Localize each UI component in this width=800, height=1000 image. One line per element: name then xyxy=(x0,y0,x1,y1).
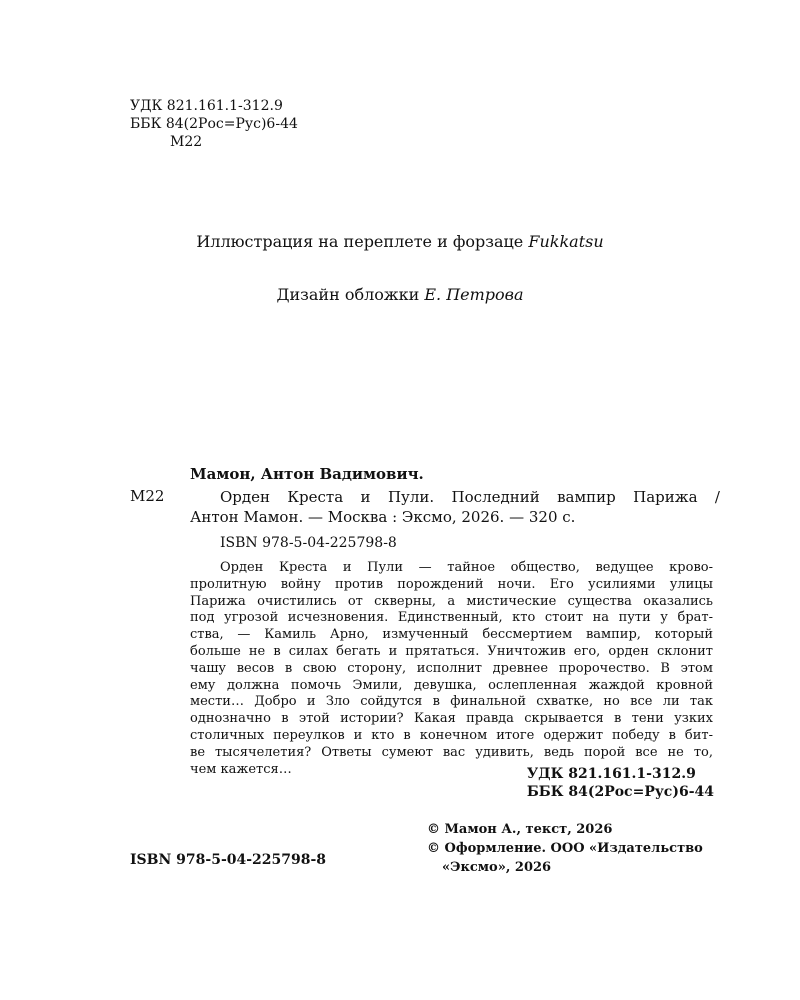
classification-block-bottom xyxy=(527,765,714,801)
annotation-line: чашу весов в свою сторону, исполнит древнее пророчество. В этом xyxy=(190,660,713,676)
bbk-code: ББК 84(2Рос=Рус)6-44 xyxy=(526,784,714,800)
cover-design-credit xyxy=(0,285,800,304)
annotation-line: под угрозой исчезновения. Единственный, кто стоит на пути у брат- xyxy=(190,610,713,626)
catalog-title-block xyxy=(190,487,720,527)
catalog-isbn: ISBN 978-5-04-225798-8 xyxy=(220,535,397,551)
catalog-author: Мамон, Антон Вадимович. xyxy=(190,465,424,483)
catalog-cutter-mark: М22 xyxy=(130,487,165,505)
annotation-paragraph xyxy=(190,560,713,778)
copyright-block xyxy=(427,820,703,877)
annotation-line: Орден Креста и Пули — тайное общество, ведущее крово- xyxy=(220,560,713,575)
annotation-line: ства, — Камиль Арно, измученный бессмертием вампир, который xyxy=(190,627,713,643)
copyright-line: © Мамон А., текст, 2026 xyxy=(427,822,613,837)
cover-design-label: Дизайн обложки xyxy=(276,285,420,304)
annotation-line: мести… Добро и Зло сойдутся в финальной схватке, но все ли так xyxy=(190,694,713,710)
bbk-code: ББК 84(2Рос=Рус)6-44 xyxy=(130,116,298,132)
catalog-title-line: Антон Мамон. — Москва : Эксмо, 2026. — 320 с. xyxy=(190,508,576,526)
annotation-line: больше не в силах бегать и прятаться. Уничтожив его, орден склонит xyxy=(190,643,713,659)
bottom-isbn: ISBN 978-5-04-225798-8 xyxy=(130,852,327,868)
annotation-line: однозначно в этой истории? Какая правда скрывается в тени узких xyxy=(190,711,713,727)
annotation-line: ему должна помочь Эмили, девушка, ослепленная жаждой кровной xyxy=(190,677,713,693)
annotation-line: чем кажется… xyxy=(190,761,292,777)
catalog-title-line: Орден Креста и Пули. Последний вампир Парижа / xyxy=(220,488,720,506)
copyright-line: © Оформление. ООО «Издательство xyxy=(427,841,703,856)
illustrator-name: Fukkatsu xyxy=(528,232,604,251)
annotation-line: ве тысячелетия? Ответы сумеют вас удивить, ведь порой все не то, xyxy=(190,744,713,760)
classification-block-top xyxy=(130,97,298,151)
copyright-line: «Эксмо», 2026 xyxy=(442,860,552,875)
udk-code: УДК 821.161.1-312.9 xyxy=(526,766,696,782)
annotation-line: столичных переулков и кто в конечном итоге одержит победу в бит- xyxy=(190,727,713,743)
cover-designer-name: Е. Петрова xyxy=(424,285,524,304)
illustration-credit xyxy=(0,232,800,251)
illustration-credit-label: Иллюстрация на переплете и форзаце xyxy=(196,232,524,251)
annotation-line: Парижа очистились от скверны, а мистические существа оказались xyxy=(190,593,713,609)
udk-code: УДК 821.161.1-312.9 xyxy=(130,98,283,114)
annotation-line: пролитную войну против порождений ночи. Его усилиями улицы xyxy=(190,576,713,592)
cutter-mark: М22 xyxy=(170,134,203,150)
